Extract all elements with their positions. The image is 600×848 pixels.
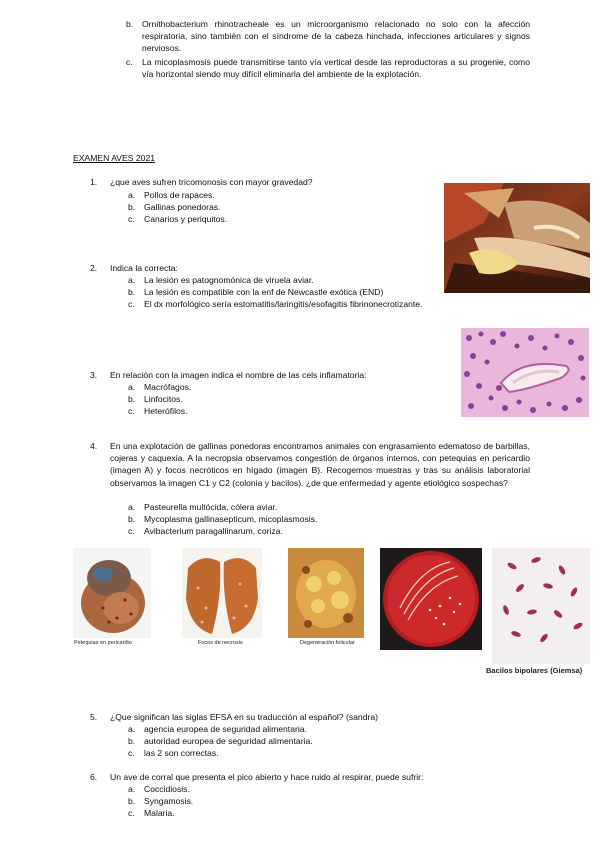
option-2b — [128, 286, 432, 298]
option-text: La lesión es compatible con la enf de Newcastle exótica (END) — [144, 287, 384, 297]
question-3 — [90, 369, 440, 381]
option-text: Avibacterium paragallinarum, coriza. — [144, 526, 283, 536]
option-letter: c. — [128, 526, 135, 536]
liver-necrosis-image — [182, 548, 262, 638]
option-text: autoridad europea de seguridad alimentaria. — [144, 736, 313, 746]
option-letter: c. — [128, 214, 135, 224]
question-number: 4. — [90, 441, 98, 451]
option-text: Macrófagos. — [144, 382, 192, 392]
option-text: La lesión es patognomónica de viruela aviar. — [144, 275, 314, 285]
item-text: La micoplasmosis puede transmitirse tanto vía vertical desde las reproductoras a su progenie, como vía horizontal siendo muy difícil eliminarla del ambiente de la explotación. — [142, 57, 530, 80]
question-number: 6. — [90, 772, 98, 782]
option-4c — [128, 525, 448, 537]
caption-folicular: Degeneración folicular — [300, 640, 355, 646]
bird-head-lesion-image — [444, 183, 590, 293]
option-letter: b. — [128, 202, 136, 212]
option-text: Malaria. — [144, 808, 175, 818]
item-text: Ornithobacterium rhinotracheale es un microorganismo relacionado no solo con la afección respiratoria, sino también con el síndrome de la cabeza hinchada, infecciones articulares y signos nerviosos. — [142, 19, 530, 54]
option-text: Mycoplasma gallinasepticum, micoplasmosis. — [144, 514, 318, 524]
option-letter: b. — [128, 514, 136, 524]
caption-necrosis: Focos de necrosis — [198, 640, 243, 646]
option-letter: a. — [128, 724, 136, 734]
option-6b — [128, 795, 448, 807]
option-3c — [128, 405, 428, 417]
option-letter: b. — [128, 287, 136, 297]
question-text: ¿que aves sufren tricomonosis con mayor gravedad? — [110, 177, 313, 187]
question-number: 2. — [90, 263, 98, 273]
histology-image — [461, 328, 589, 417]
option-letter: b. — [128, 796, 136, 806]
option-1c — [128, 213, 428, 225]
option-text: agencia europea de seguridad alimentaria. — [144, 724, 307, 734]
top-item-b — [126, 18, 530, 55]
option-text: Pollos de rapaces. — [144, 190, 215, 200]
option-letter: a. — [128, 190, 136, 200]
question-2 — [90, 262, 440, 274]
question-text: En relación con la imagen indica el nombre de las cels inflamatoria: — [110, 370, 367, 380]
option-2a — [128, 274, 432, 286]
option-letter: c. — [128, 748, 135, 758]
option-letter: c. — [128, 299, 135, 309]
follicular-degeneration-image — [288, 548, 364, 638]
option-text: Syngamosis. — [144, 796, 194, 806]
top-item-c — [126, 56, 530, 80]
option-3b — [128, 393, 428, 405]
question-number: 5. — [90, 712, 98, 722]
question-text: ¿Que significan las siglas EFSA en su traducción al español? (sandra) — [110, 712, 378, 722]
question-text: Indica la correcta: — [110, 263, 178, 273]
bacterial-colony-plate-image — [380, 548, 482, 650]
option-text: Coccidiosis. — [144, 784, 190, 794]
option-text: Pasteurella multócida, cólera aviar. — [144, 502, 278, 512]
option-text: Linfocitos. — [144, 394, 183, 404]
option-6a — [128, 783, 448, 795]
question-6 — [90, 771, 510, 783]
option-text: Gallinas ponedoras. — [144, 202, 221, 212]
option-letter: a. — [128, 382, 136, 392]
option-letter: a. — [128, 784, 136, 794]
option-letter: a. — [128, 502, 136, 512]
caption-pericardio: Petequias en pericardio — [74, 640, 132, 646]
option-3a — [128, 381, 428, 393]
item-letter: c. — [126, 57, 133, 67]
question-5 — [90, 711, 470, 723]
caption-bacilos: Bacilos bipolares (Giemsa) — [486, 666, 583, 675]
option-letter: c. — [128, 406, 135, 416]
option-5b — [128, 735, 448, 747]
option-5c — [128, 747, 448, 759]
question-text: En una explotación de gallinas ponedoras encontramos animales con engrasamiento edematoso de barbillas, cojeras y caquexia. A la necropsia observamos congestión de órganos internos, con petequias en pericardio (imagen A) y focos necróticos en hígado (imagen B). Recogemos muestras y tras su análisis laboratorial observamos la imagen C1 y C2 (colonia y bacilos). ¿de que enfermedad y agente etiológico sospechas? — [110, 441, 530, 488]
option-text: Canarios y periquitos. — [144, 214, 228, 224]
exam-title: EXAMEN AVES 2021 — [73, 153, 156, 163]
option-5a — [128, 723, 448, 735]
question-number: 1. — [90, 177, 98, 187]
option-letter: b. — [128, 736, 136, 746]
option-text: Heterófilos. — [144, 406, 188, 416]
option-1b — [128, 201, 428, 213]
item-letter: b. — [126, 19, 134, 29]
question-1 — [90, 176, 440, 188]
option-letter: b. — [128, 394, 136, 404]
option-text: las 2 son correctas. — [144, 748, 219, 758]
option-6c — [128, 807, 448, 819]
option-text: El dx morfológico sería estomatitis/laringitis/esofagitis fibrinonecrotizante. — [144, 299, 423, 309]
question-text: Un ave de corral que presenta el pico abierto y hace ruido al respirar, puede sufrir: — [110, 772, 424, 782]
option-2c — [128, 298, 432, 310]
option-letter: c. — [128, 808, 135, 818]
option-4b — [128, 513, 448, 525]
option-1a — [128, 189, 428, 201]
option-4a — [128, 501, 448, 513]
question-4 — [90, 440, 530, 489]
question-number: 3. — [90, 370, 98, 380]
bipolar-bacilli-image — [492, 548, 590, 664]
option-letter: a. — [128, 275, 136, 285]
pericardium-petechiae-image — [73, 548, 151, 638]
